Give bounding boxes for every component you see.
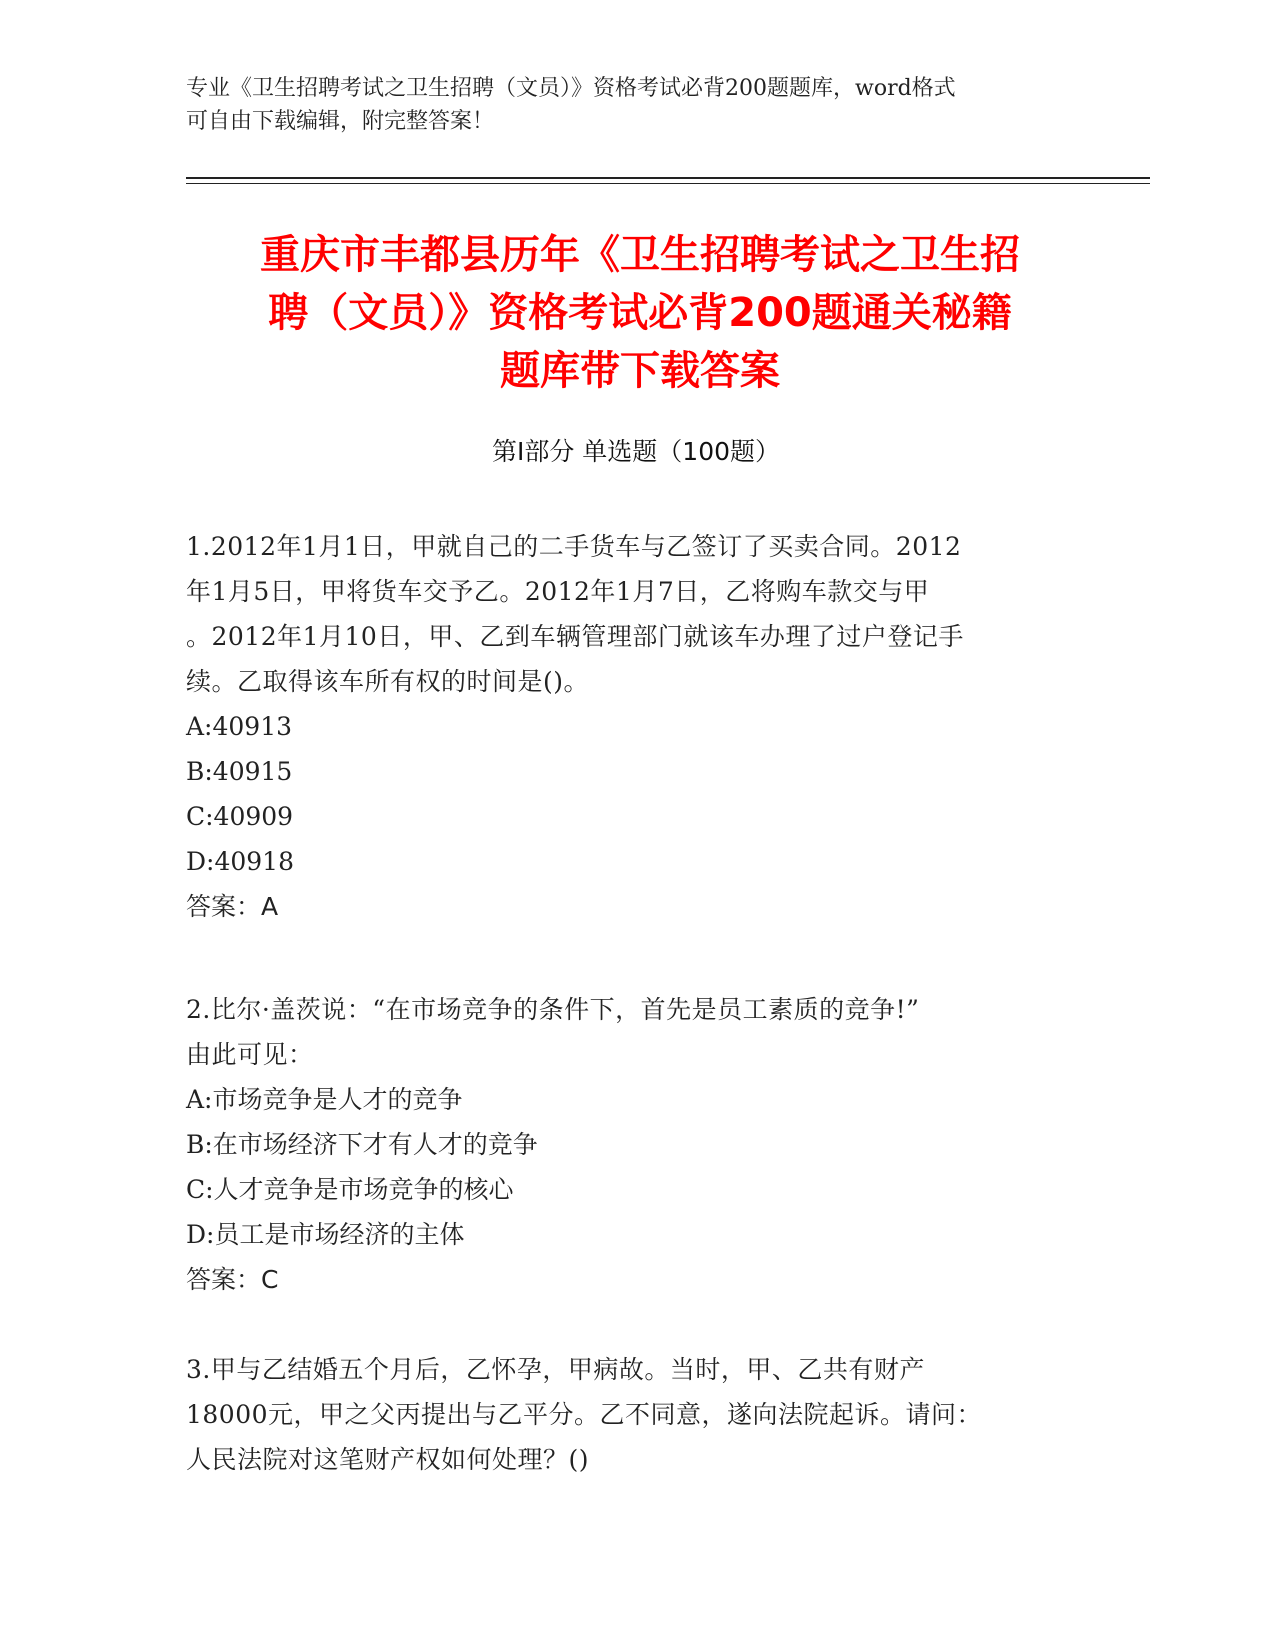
- answer: 答案：C: [186, 1265, 279, 1294]
- question-stem-line: 2.比尔·盖茨说：“在市场竞争的条件下，首先是员工素质的竞争!”: [186, 995, 920, 1024]
- option-c: C:人才竞争是市场竞争的核心: [186, 1175, 514, 1204]
- title-line: 聘（文员）》资格考试必背200题通关秘籍: [268, 290, 1012, 336]
- option-a: A:40913: [186, 712, 293, 741]
- question-1: [186, 524, 1086, 929]
- option-d: D:员工是市场经济的主体: [186, 1220, 465, 1249]
- option-b: B:在市场经济下才有人才的竞争: [186, 1130, 538, 1159]
- header-divider-thick: [186, 177, 1150, 179]
- title-line: 题库带下载答案: [500, 348, 780, 394]
- document-header: [186, 72, 1066, 138]
- question-2: [186, 987, 1086, 1302]
- header-line: 专业《卫生招聘考试之卫生招聘（文员）》资格考试必背200题题库，word格式: [186, 76, 956, 101]
- header-divider-thin: [186, 183, 1150, 184]
- section-heading: 第Ⅰ部分 单选题（100题）: [491, 437, 781, 466]
- option-b: B:40915: [186, 757, 293, 786]
- option-a: A:市场竞争是人才的竞争: [186, 1085, 463, 1114]
- question-stem-line: 。2012年1月10日，甲、乙到车辆管理部门就该车办理了过户登记手: [186, 622, 964, 651]
- question-stem-line: 1.2012年1月1日，甲就自己的二手货车与乙签订了买卖合同。2012: [186, 532, 962, 561]
- question-stem-line: 续。乙取得该车所有权的时间是()。: [186, 667, 590, 696]
- option-d: D:40918: [186, 847, 294, 876]
- question-3: [186, 1347, 1086, 1482]
- question-stem-line: 年1月5日，甲将货车交予乙。2012年1月7日，乙将购车款交与甲: [186, 577, 930, 606]
- question-stem-line: 由此可见：: [186, 1040, 314, 1069]
- header-line: 可自由下载编辑，附完整答案！: [186, 109, 495, 134]
- document-title: [190, 226, 1090, 400]
- question-stem-line: 3.甲与乙结婚五个月后，乙怀孕，甲病故。当时，甲、乙共有财产: [186, 1355, 925, 1384]
- answer: 答案：A: [186, 892, 279, 921]
- option-c: C:40909: [186, 802, 294, 831]
- title-line: 重庆市丰都县历年《卫生招聘考试之卫生招: [260, 232, 1020, 278]
- question-stem-line: 人民法院对这笔财产权如何处理？(): [186, 1445, 590, 1474]
- question-stem-line: 18000元，甲之父丙提出与乙平分。乙不同意，遂向法院起诉。请问：: [186, 1400, 983, 1429]
